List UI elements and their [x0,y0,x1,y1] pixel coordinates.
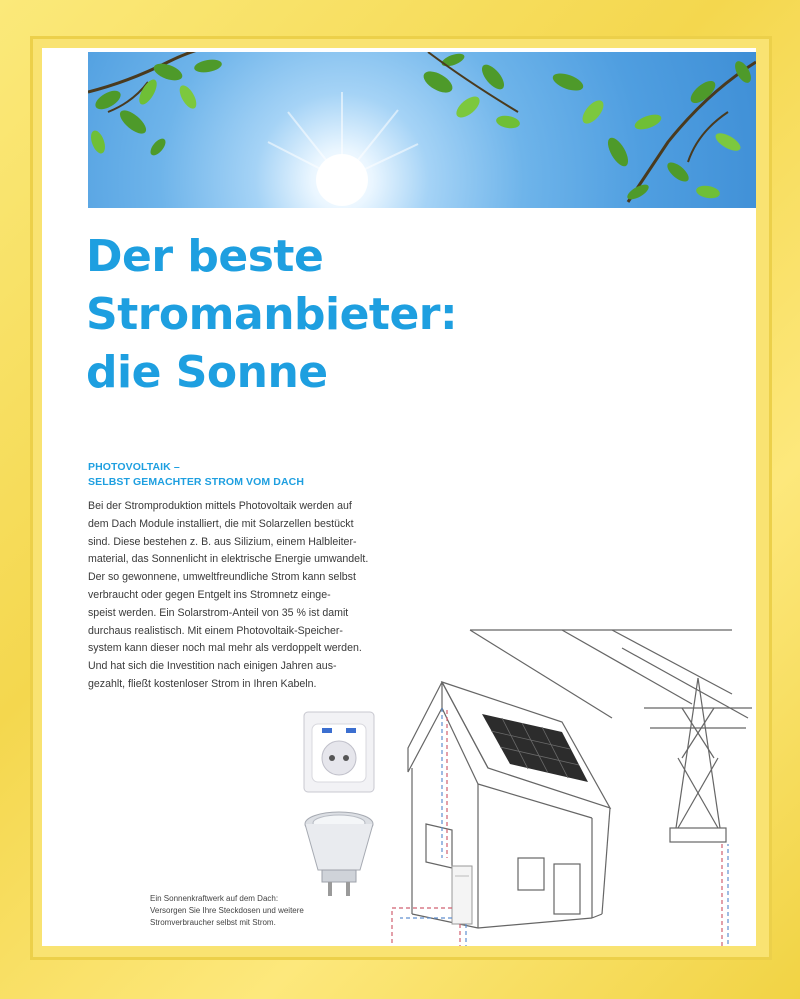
brochure-page [42,48,756,946]
image-caption [150,893,304,929]
leaves-icon [88,52,756,208]
body-line: system kann dieser noch mal mehr als verdoppelt werden. [88,642,362,655]
title-line: die Sonne [86,347,328,398]
caption-line: Versorgen Sie Ihre Steckdosen und weitere [150,906,304,915]
inverter-icon [452,866,472,924]
title-line: Stromanbieter: [86,289,458,340]
body-line: speist werden. Ein Solarstrom-Anteil von 35 % ist damit [88,606,349,619]
sky-photo [88,52,756,208]
section-heading-line: SELBST GEMACHTER STROM VOM DACH [88,476,305,488]
wall-socket-icon [302,710,376,796]
body-line: Bei der Stromproduktion mittels Photovoltaik werden auf [88,500,352,512]
caption-line: Stromverbraucher selbst mit Strom. [150,918,276,927]
body-line: gezahlt, fließt kostenloser Strom in Ihren Kabeln. [88,677,317,690]
led-bulb-icon [300,808,378,900]
body-line: sind. Diese bestehen z. B. aus Silizium, einem Halbleiter- [88,535,357,548]
body-line: Der so gewonnene, umweltfreundliche Strom kann selbst [88,571,356,584]
body-line: verbraucht oder gegen Entgelt ins Stromnetz einge- [88,588,331,601]
body-line: durchaus realistisch. Mit einem Photovoltaik-Speicher- [88,624,343,637]
section-heading-line: PHOTOVOLTAIK – [88,461,180,473]
caption-line: Ein Sonnenkraftwerk auf dem Dach: [150,894,279,903]
body-line: material, das Sonnenlicht in elektrische Energie umwandelt. [88,553,369,566]
body-line: Und hat sich die Investition nach einigen Jahren aus- [88,660,337,673]
title-line: Der beste [86,231,324,282]
page-title [86,228,457,402]
body-line: dem Dach Module installiert, die mit Solarzellen bestückt [88,517,354,530]
section-heading [88,460,304,490]
power-pylon-icon [644,678,752,842]
